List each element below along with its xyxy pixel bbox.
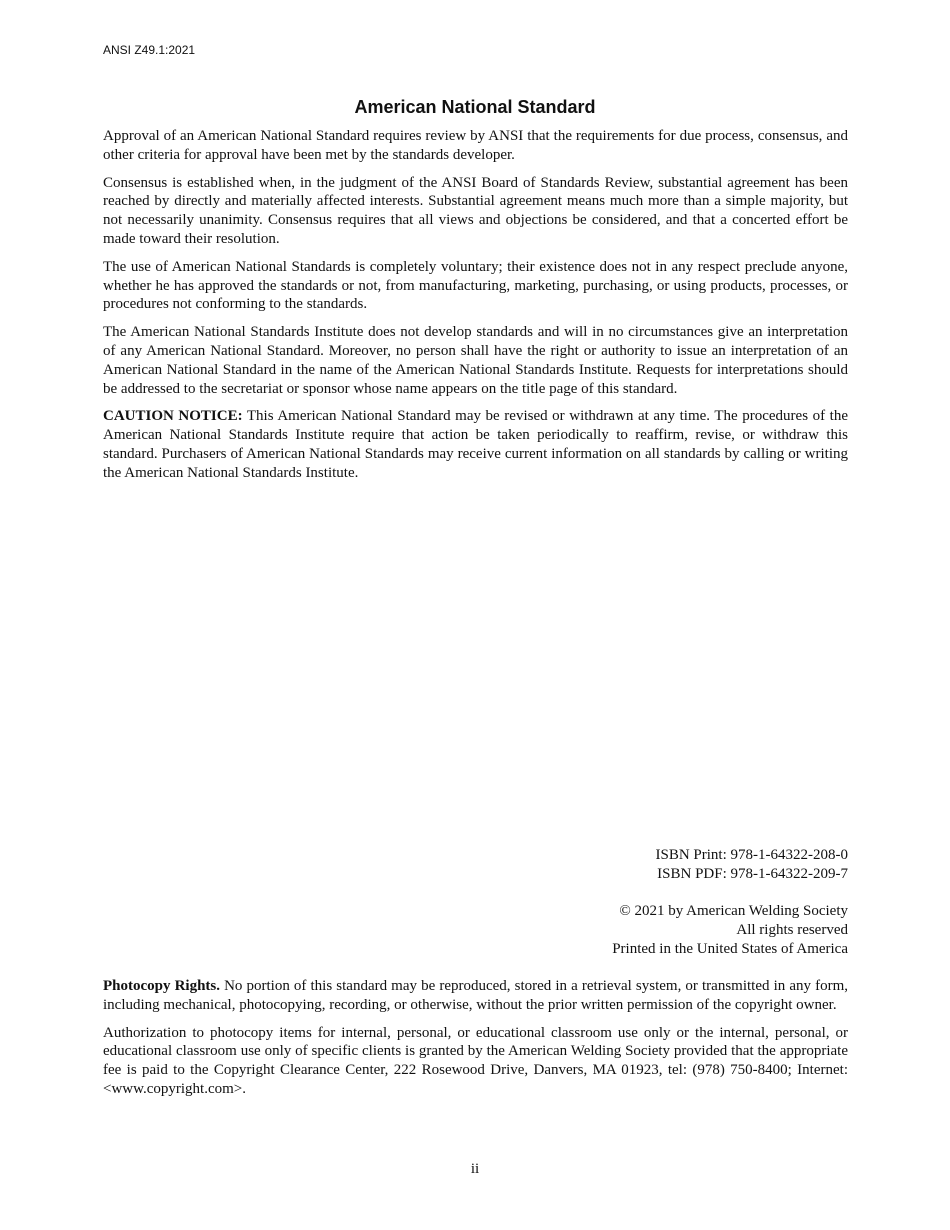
photocopy-rights-text: No portion of this standard may be reproduced, stored in a retrieval system, or transmitted in any form, including mechanical, photocopying, recording, or otherwise, without the prior written permission of the copyright owner. <box>103 978 848 1013</box>
page-title: American National Standard <box>354 97 596 117</box>
authorization-paragraph: Authorization to photocopy items for internal, personal, or educational classroom use only or the internal, personal, or educational classroom use only of specific clients is granted by the American Welding Society provided that the appropriate fee is paid to the Copyright Clearance Center, 222 Rosewood Drive, Danvers, MA 01923, tel: (978) 750-8400; Internet: <www.copyright.com>. <box>103 1024 848 1097</box>
photocopy-rights-paragraph <box>103 977 848 1015</box>
caution-notice-label: CAUTION NOTICE: <box>103 408 243 425</box>
rights-reserved-line: All rights reserved <box>736 921 848 938</box>
caution-notice-paragraph <box>103 407 848 482</box>
interpretation-paragraph: The American National Standards Institute does not develop standards and will in no circumstances give an interpretation of any American National Standard. Moreover, no person shall have the right or authority to issue an interpretation of an American National Standard in the name of the American National Standards Institute. Requests for interpretations should be addressed to the secretariat or sponsor whose name appears on the title page of this standard. <box>103 324 848 397</box>
photocopy-rights-section <box>103 977 848 1108</box>
isbn-block <box>656 846 849 884</box>
printed-in-line: Printed in the United States of America <box>612 940 848 957</box>
isbn-print: ISBN Print: 978-1-64322-208-0 <box>655 847 848 863</box>
page-number: ii <box>470 1161 480 1177</box>
isbn-pdf: ISBN PDF: 978-1-64322-209-7 <box>657 865 848 882</box>
copyright-block <box>612 902 848 958</box>
caution-notice-text: This American National Standard may be revised or withdrawn at any time. The procedures of the American National Standards Institute require that action be taken periodically to reaffirm, revise, or withdraw this standard. Purchasers of American National Standards may receive current information on all standards by calling or writing the American National Standards Institute. <box>103 408 848 481</box>
voluntary-use-paragraph: The use of American National Standards is completely voluntary; their existence does not in any respect preclude anyone, whether he has approved the standards or not, from manufacturing, marketing, purchasing, or using products, processes, or procedures not conforming to the standards. <box>103 258 848 313</box>
approval-paragraph: Approval of an American National Standard requires review by ANSI that the requirements for due process, consensus, and other criteria for approval have been met by the standards developer. <box>103 128 848 163</box>
document-id-header: ANSI Z49.1:2021 <box>103 43 196 57</box>
consensus-paragraph: Consensus is established when, in the judgment of the ANSI Board of Standards Review, substantial agreement has been reached by directly and materially affected interests. Substantial agreement means much more than a simple majority, but not necessarily unanimity. Consensus requires that all views and objections be considered, and that a concerted effort be made toward their resolution. <box>103 174 848 247</box>
copyright-line: © 2021 by American Welding Society <box>619 903 848 919</box>
photocopy-rights-label: Photocopy Rights. <box>103 978 221 994</box>
ansi-notice-section <box>103 127 848 492</box>
